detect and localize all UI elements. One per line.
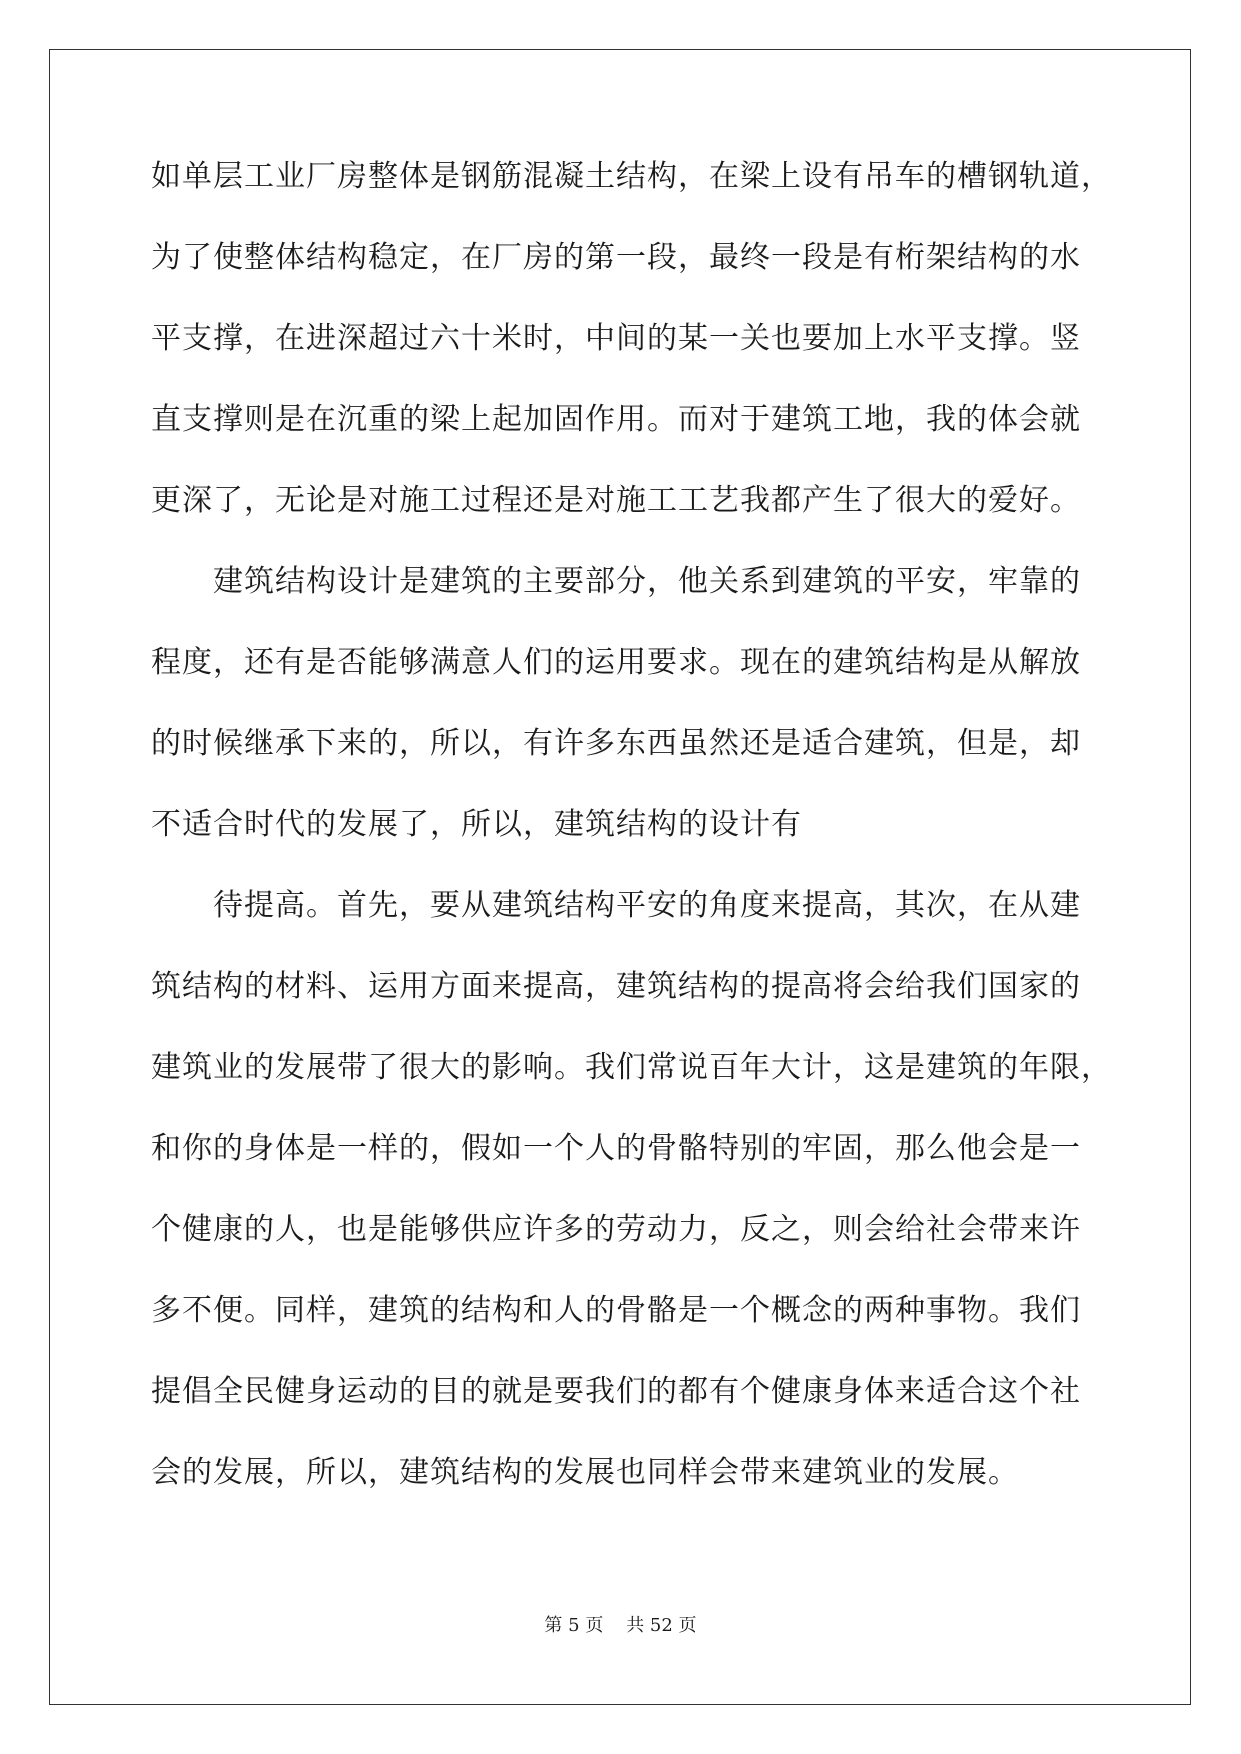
- text-line: 直支撑则是在沉重的梁上起加固作用。而对于建筑工地，我的体会就: [151, 402, 1081, 437]
- text-line: 和你的身体是一样的，假如一个人的骨骼特别的牢固，那么他会是一: [151, 1131, 1081, 1166]
- paragraph-start-line: 待提高。首先，要从建筑结构平安的角度来提高，其次，在从建: [213, 888, 1081, 923]
- text-line: 程度，还有是否能够满意人们的运用要求。现在的建筑结构是从解放: [151, 645, 1081, 680]
- text-line: 为了使整体结构稳定，在厂房的第一段，最终一段是有桁架结构的水: [151, 240, 1081, 275]
- text-line: 个健康的人，也是能够供应许多的劳动力，反之，则会给社会带来许: [151, 1212, 1081, 1247]
- text-line: 建筑业的发展带了很大的影响。我们常说百年大计，这是建筑的年限，: [151, 1050, 1112, 1085]
- text-line: 筑结构的材料、运用方面来提高，建筑结构的提高将会给我们国家的: [151, 969, 1081, 1004]
- page-number-footer: 第 5 页 共 52 页: [544, 1615, 697, 1636]
- text-line: 的时候继承下来的，所以，有许多东西虽然还是适合建筑，但是，却: [151, 726, 1081, 761]
- text-line: 会的发展，所以，建筑结构的发展也同样会带来建筑业的发展。: [151, 1455, 1019, 1490]
- text-line: 更深了，无论是对施工过程还是对施工工艺我都产生了很大的爱好。: [151, 483, 1081, 518]
- paragraph-start-line: 建筑结构设计是建筑的主要部分，他关系到建筑的平安，牢靠的: [213, 564, 1081, 599]
- text-line: 提倡全民健身运动的目的就是要我们的都有个健康身体来适合这个社: [151, 1374, 1081, 1409]
- text-line: 多不便。同样，建筑的结构和人的骨骼是一个概念的两种事物。我们: [151, 1293, 1081, 1328]
- text-line: 如单层工业厂房整体是钢筋混凝土结构，在梁上设有吊车的槽钢轨道，: [151, 159, 1112, 194]
- text-line: 平支撑，在进深超过六十米时，中间的某一关也要加上水平支撑。竖: [151, 321, 1081, 356]
- text-line: 不适合时代的发展了，所以，建筑结构的设计有: [151, 807, 802, 842]
- document-body: [151, 157, 1111, 1534]
